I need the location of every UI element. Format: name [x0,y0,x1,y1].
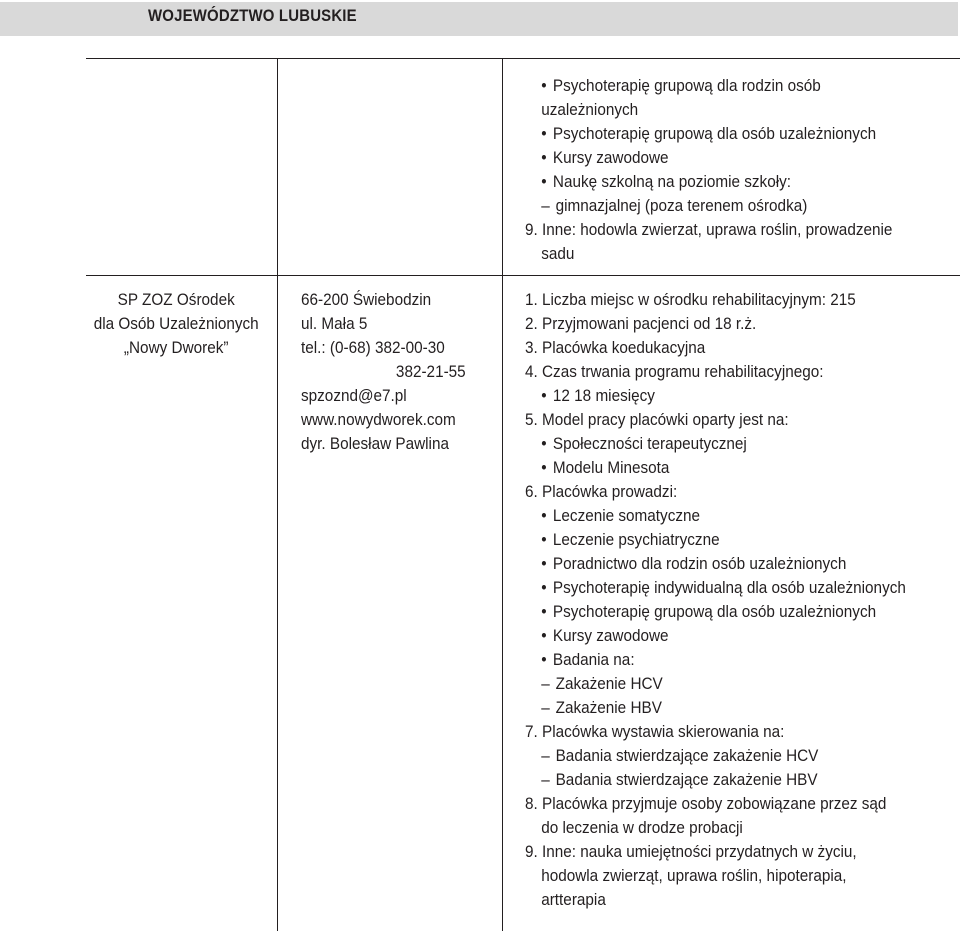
row2-services-list [525,288,906,912]
numbered-item: 1. Liczba miejsc w ośrodku rehabilitacyjnym: 215 [525,290,856,309]
table-top-border [86,58,960,59]
dash-item: – Zakażenie HBV [525,696,906,720]
bullet-item: • Kursy zawodowe [525,624,906,648]
bullet-item: • Psychoterapię grupową dla rodzin osób [525,74,892,98]
row1-services-list [525,74,892,266]
facility-name-line: dla Osób Uzależnionych [93,314,259,333]
contact-line: 382-21-55 [395,362,466,381]
bullet-item: • Badania na: [525,648,906,672]
contact-line: www.nowydworek.com [301,410,456,429]
continuation-line: do leczenia w drodze probacji [541,818,743,837]
contact-line: tel.: (0-68) 382-00-30 [301,338,445,357]
dash-item: – Badania stwierdzające zakażenie HCV [525,744,906,768]
bullet-item: • Psychoterapię grupową dla osób uzależnionych [525,600,906,624]
header-bar [0,2,958,36]
column-divider-1 [277,58,278,931]
numbered-item: 9. Inne: hodowla zwierzat, uprawa roślin, prowadzenie [525,220,893,239]
numbered-item: 2. Przyjmowani pacjenci od 18 r.ż. [525,314,757,333]
numbered-item: 7. Placówka wystawia skierowania na: [525,722,785,741]
facility-name-line: „Nowy Dworek” [123,338,229,357]
numbered-item: 9. Inne: nauka umiejętności przydatnych w życiu, [525,842,857,861]
continuation-line: artterapia [541,890,606,909]
facility-name [88,288,264,360]
contact-line: 66-200 Świebodzin [301,290,432,309]
dash-item: – Badania stwierdzające zakażenie HBV [525,768,906,792]
row2-services [525,288,906,912]
row-divider [86,275,960,276]
continuation-line: hodowla zwierząt, uprawa roślin, hipoterapia, [541,866,847,885]
contact-list [301,288,468,456]
bullet-item: • Poradnictwo dla rodzin osób uzależnionych [525,552,906,576]
dash-item: – gimnazjalnej (poza terenem ośrodka) [525,194,892,218]
bullet-item: • Psychoterapię grupową dla osób uzależnionych [525,122,892,146]
contact-line: spzoznd@e7.pl [301,386,407,405]
contact-line: ul. Mała 5 [301,314,368,333]
column-divider-2 [502,58,503,931]
numbered-item: 4. Czas trwania programu rehabilitacyjnego: [525,362,824,381]
bullet-item: • Psychoterapię indywidualną dla osób uzależnionych [525,576,906,600]
bullet-item: • Leczenie somatyczne [525,504,906,528]
region-title: WOJEWÓDZTWO LUBUSKIE [148,6,357,25]
continuation-line: uzależnionych [541,100,639,119]
row1-services [525,74,892,266]
dash-item: – Zakażenie HCV [525,672,906,696]
numbered-item: 5. Model pracy placówki oparty jest na: [525,410,789,429]
bullet-item: • Modelu Minesota [525,456,906,480]
bullet-item: • 12 18 miesięcy [525,384,906,408]
numbered-item: 6. Placówka prowadzi: [525,482,678,501]
bullet-item: • Leczenie psychiatryczne [525,528,906,552]
facility-name-line: SP ZOZ Ośrodek [117,290,235,309]
bullet-item: • Kursy zawodowe [525,146,892,170]
bullet-item: • Naukę szkolną na poziomie szkoły: [525,170,892,194]
contact-line: dyr. Bolesław Pawlina [301,434,449,453]
continuation-line: sadu [541,244,575,263]
numbered-item: 3. Placówka koedukacyjna [525,338,706,357]
facility-contact [301,288,468,456]
bullet-item: • Społeczności terapeutycznej [525,432,906,456]
numbered-item: 8. Placówka przyjmuje osoby zobowiązane przez sąd [525,794,887,813]
